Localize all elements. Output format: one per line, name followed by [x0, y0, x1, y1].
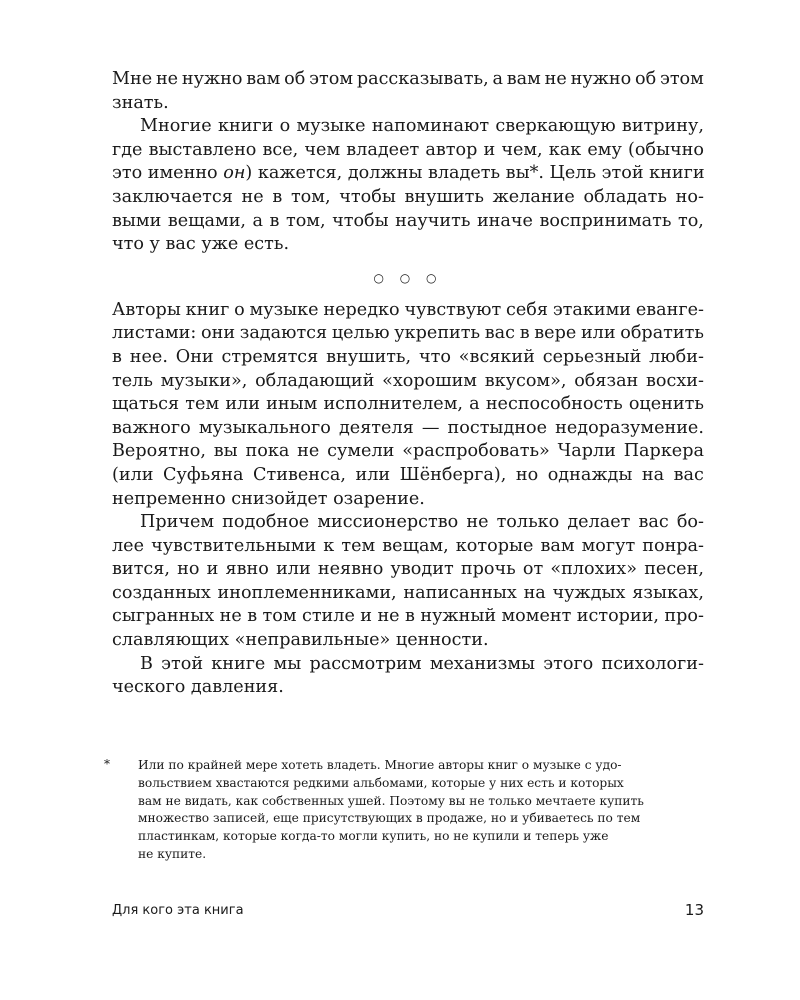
footnote-line: множество записей, еще присутствующих в продаже, но и убиваетесь по тем: [138, 811, 641, 826]
word: Многие: [140, 116, 212, 137]
text-line: [112, 139, 704, 163]
text-line: [112, 511, 704, 535]
word: обладающий: [255, 370, 375, 391]
word: научить: [395, 210, 471, 231]
word: рассмотрим: [309, 653, 422, 674]
text-line: [112, 393, 704, 417]
word: деятеля: [338, 417, 414, 438]
word: выставлено: [148, 139, 257, 160]
word: Шёнберга),: [399, 464, 507, 485]
word: лее: [112, 535, 145, 556]
text-line: [112, 115, 704, 139]
text-line: [112, 299, 704, 323]
word: а: [469, 394, 480, 415]
word: об: [284, 69, 306, 89]
word: и: [360, 606, 373, 627]
word: напоминают: [371, 116, 490, 137]
word: могут: [581, 535, 636, 556]
word: В: [140, 653, 153, 674]
word: этакими: [552, 299, 632, 320]
footnote-body: [138, 757, 668, 864]
word: еванге-: [635, 299, 704, 320]
word: нужно: [570, 69, 632, 89]
word: не: [241, 186, 264, 207]
word: как: [548, 139, 582, 160]
word: нее.: [129, 346, 168, 367]
word: книге: [211, 653, 266, 674]
word: постыдное: [447, 417, 548, 438]
word: этого: [543, 653, 594, 674]
word: ему: [587, 139, 622, 160]
word: понра-: [642, 535, 704, 556]
word: прочь: [460, 559, 516, 580]
word: рассказывать,: [356, 69, 489, 89]
word: от: [522, 559, 544, 580]
word: чувствительными: [151, 535, 317, 556]
footnote-mark: *: [104, 757, 110, 771]
text-line: [112, 417, 704, 441]
word: обязан: [574, 370, 639, 391]
word: момент: [501, 606, 572, 627]
word: листами:: [112, 323, 197, 344]
word: вкусом»,: [484, 370, 567, 391]
word: про-: [664, 606, 704, 627]
text-line: [112, 370, 704, 394]
word: вам: [540, 535, 575, 556]
word: этой: [161, 653, 204, 674]
word: в: [519, 323, 530, 344]
word: оценить: [628, 394, 704, 415]
word: вере: [534, 323, 577, 344]
word: чувствуют: [404, 299, 502, 320]
word: делает: [567, 512, 631, 533]
word: и: [206, 559, 219, 580]
italic-word: он: [223, 163, 246, 184]
word: (или: [112, 464, 154, 485]
word: о: [279, 116, 291, 137]
word: вится,: [112, 559, 170, 580]
word: сыгранных: [112, 606, 215, 627]
word: внушить: [404, 186, 484, 207]
word: вас: [638, 512, 669, 533]
word: и: [483, 139, 496, 160]
text-line: [112, 440, 704, 464]
word: внушить,: [326, 346, 412, 367]
word: этом: [659, 69, 704, 89]
word: но: [177, 559, 200, 580]
word: иноплеменниками,: [217, 582, 397, 603]
word: к: [323, 535, 335, 556]
word: иначе: [476, 210, 533, 231]
word: истории,: [576, 606, 659, 627]
word: сумели: [327, 441, 395, 462]
text-line: [112, 322, 704, 346]
word: музыки»,: [160, 370, 248, 391]
word: или: [580, 323, 616, 344]
word: желание: [492, 186, 575, 207]
word: не: [297, 441, 320, 462]
word: серьезный: [542, 346, 642, 367]
word: чуждых: [552, 582, 626, 603]
word: владеет: [346, 139, 420, 160]
section-separator: ○ ○ ○: [373, 270, 443, 285]
word: песен,: [644, 559, 704, 580]
word: о: [234, 299, 245, 320]
word: пока: [245, 441, 290, 462]
word: психологи-: [601, 653, 704, 674]
word: в: [269, 210, 280, 231]
word: люби-: [649, 346, 704, 367]
text-fragment: это именно: [112, 163, 224, 184]
word: все,: [262, 139, 299, 160]
word: не: [466, 512, 489, 533]
page-number: 13: [684, 901, 704, 919]
text-line: знать.: [112, 92, 169, 113]
word: Суфьяна: [163, 464, 244, 485]
word: но: [515, 464, 539, 485]
word: этом: [309, 69, 354, 89]
word: (обычно: [627, 139, 704, 160]
word: в: [272, 186, 283, 207]
text-line: ческого давления.: [112, 677, 284, 698]
word: Причем: [140, 512, 215, 533]
text-line: [112, 653, 704, 677]
word: том: [262, 606, 297, 627]
word: то,: [677, 210, 704, 231]
word: или: [276, 559, 311, 580]
word: «хорошим: [382, 370, 477, 391]
word: вещами,: [167, 210, 247, 231]
word: в: [112, 346, 122, 367]
running-title: Для кого эта книга: [112, 903, 244, 918]
footnote-line: не купите.: [138, 846, 207, 861]
word: «плохих»: [550, 559, 637, 580]
text-line: славляющих «неправильные» ценности.: [112, 630, 489, 651]
text-line: [112, 346, 704, 370]
word: недоразумение.: [555, 417, 704, 438]
word: Паркера: [623, 441, 704, 462]
word: тем: [341, 535, 376, 556]
word: на: [523, 582, 546, 603]
footnote-line: пластинкам, которые когда-то могли купить, но не купили и теперь уже: [138, 829, 609, 844]
word: стремятся: [221, 346, 319, 367]
word: обратить: [620, 323, 704, 344]
word: Они: [175, 346, 214, 367]
word: заключается: [112, 186, 233, 207]
word: не: [155, 69, 179, 89]
word: нередко: [323, 299, 400, 320]
word: щаться: [112, 394, 180, 415]
footnote-line: вам не видать, как собственных ушей. Поэтому вы не только мечтаете купить: [138, 793, 644, 808]
word: что: [418, 346, 451, 367]
word: не: [219, 606, 242, 627]
word: которые: [455, 535, 534, 556]
word: обладать: [583, 186, 667, 207]
word: на: [641, 464, 665, 485]
word: музыке: [296, 116, 366, 137]
word: стиле: [301, 606, 355, 627]
word: где: [112, 139, 143, 160]
word: Мне: [112, 69, 153, 89]
word: музыкального: [198, 417, 331, 438]
word: Авторы: [112, 299, 181, 320]
word: Стивенса,: [253, 464, 346, 485]
word: укрепить: [394, 323, 481, 344]
word: тель: [112, 370, 153, 391]
word: только: [496, 512, 560, 533]
word: в: [247, 606, 258, 627]
word: книги: [217, 116, 274, 137]
text-line: [112, 464, 704, 488]
word: бо-: [676, 512, 704, 533]
word: витрину,: [621, 116, 704, 137]
main-text: [112, 68, 704, 700]
word: иным: [266, 394, 318, 415]
word: миссионерство: [317, 512, 459, 533]
footnote-line: вольствием хвастаются редкими альбомами, которые у них есть и которых: [138, 775, 624, 790]
text-line-with-italic: [112, 162, 704, 186]
word: чем,: [501, 139, 543, 160]
text-line: [112, 582, 704, 606]
word: Вероятно,: [112, 441, 206, 462]
word: механизмы: [429, 653, 536, 674]
word: исполнителем,: [323, 394, 463, 415]
word: автор: [425, 139, 478, 160]
text-line: [112, 210, 704, 234]
word: музыке: [249, 299, 319, 320]
text-line: непременно снизойдет озарение.: [112, 488, 425, 509]
word: выми: [112, 210, 162, 231]
word: но-: [675, 186, 704, 207]
word: вещам,: [382, 535, 449, 556]
word: воспринимать: [539, 210, 672, 231]
word: в: [405, 606, 415, 627]
word: вам: [246, 69, 281, 89]
word: —: [421, 417, 440, 438]
word: уводит: [390, 559, 454, 580]
word: себя: [506, 299, 549, 320]
word: языках,: [632, 582, 704, 603]
word: чем: [304, 139, 341, 160]
word: важного: [112, 417, 191, 438]
word: тем: [185, 394, 220, 415]
word: подобное: [222, 512, 310, 533]
word: явно: [225, 559, 269, 580]
text-line: [112, 68, 704, 92]
word: а: [252, 210, 264, 231]
footnote-line: Или по крайней мере хотеть владеть. Многие авторы книг о музыке с удо-: [138, 758, 622, 772]
word: неспособность: [485, 394, 623, 415]
word: восхи-: [646, 370, 704, 391]
word: не: [377, 606, 400, 627]
word: том,: [290, 186, 331, 207]
word: или: [225, 394, 260, 415]
word: или: [355, 464, 391, 485]
text-line: [112, 558, 704, 582]
word: написанных: [403, 582, 517, 603]
word: чтобы: [339, 186, 396, 207]
text-line: что у вас уже есть.: [112, 234, 290, 255]
word: нужно: [181, 69, 243, 89]
word: а: [492, 69, 503, 89]
text-fragment: ) кажется, должны владеть вы*. Цель этой книги: [245, 163, 705, 184]
word: об: [634, 69, 657, 89]
word: задаются: [239, 323, 328, 344]
word: не: [544, 69, 567, 89]
word: мы: [273, 653, 302, 674]
word: сверкающую: [495, 116, 616, 137]
word: «распробовать»: [402, 441, 550, 462]
word: вас: [673, 464, 704, 485]
word: нужный: [420, 606, 497, 627]
text-line: [112, 605, 704, 629]
word: созданных: [112, 582, 211, 603]
word: вы: [213, 441, 238, 462]
word: Чарли: [557, 441, 616, 462]
word: «всякий: [458, 346, 535, 367]
word: они: [201, 323, 236, 344]
word: вас: [484, 323, 516, 344]
word: вам: [506, 69, 541, 89]
text-line: [112, 535, 704, 559]
word: книг: [185, 299, 230, 320]
word: том,: [285, 210, 326, 231]
word: неявно: [317, 559, 384, 580]
word: однажды: [547, 464, 633, 485]
text-line: [112, 186, 704, 210]
word: целью: [331, 323, 390, 344]
word: чтобы: [332, 210, 389, 231]
